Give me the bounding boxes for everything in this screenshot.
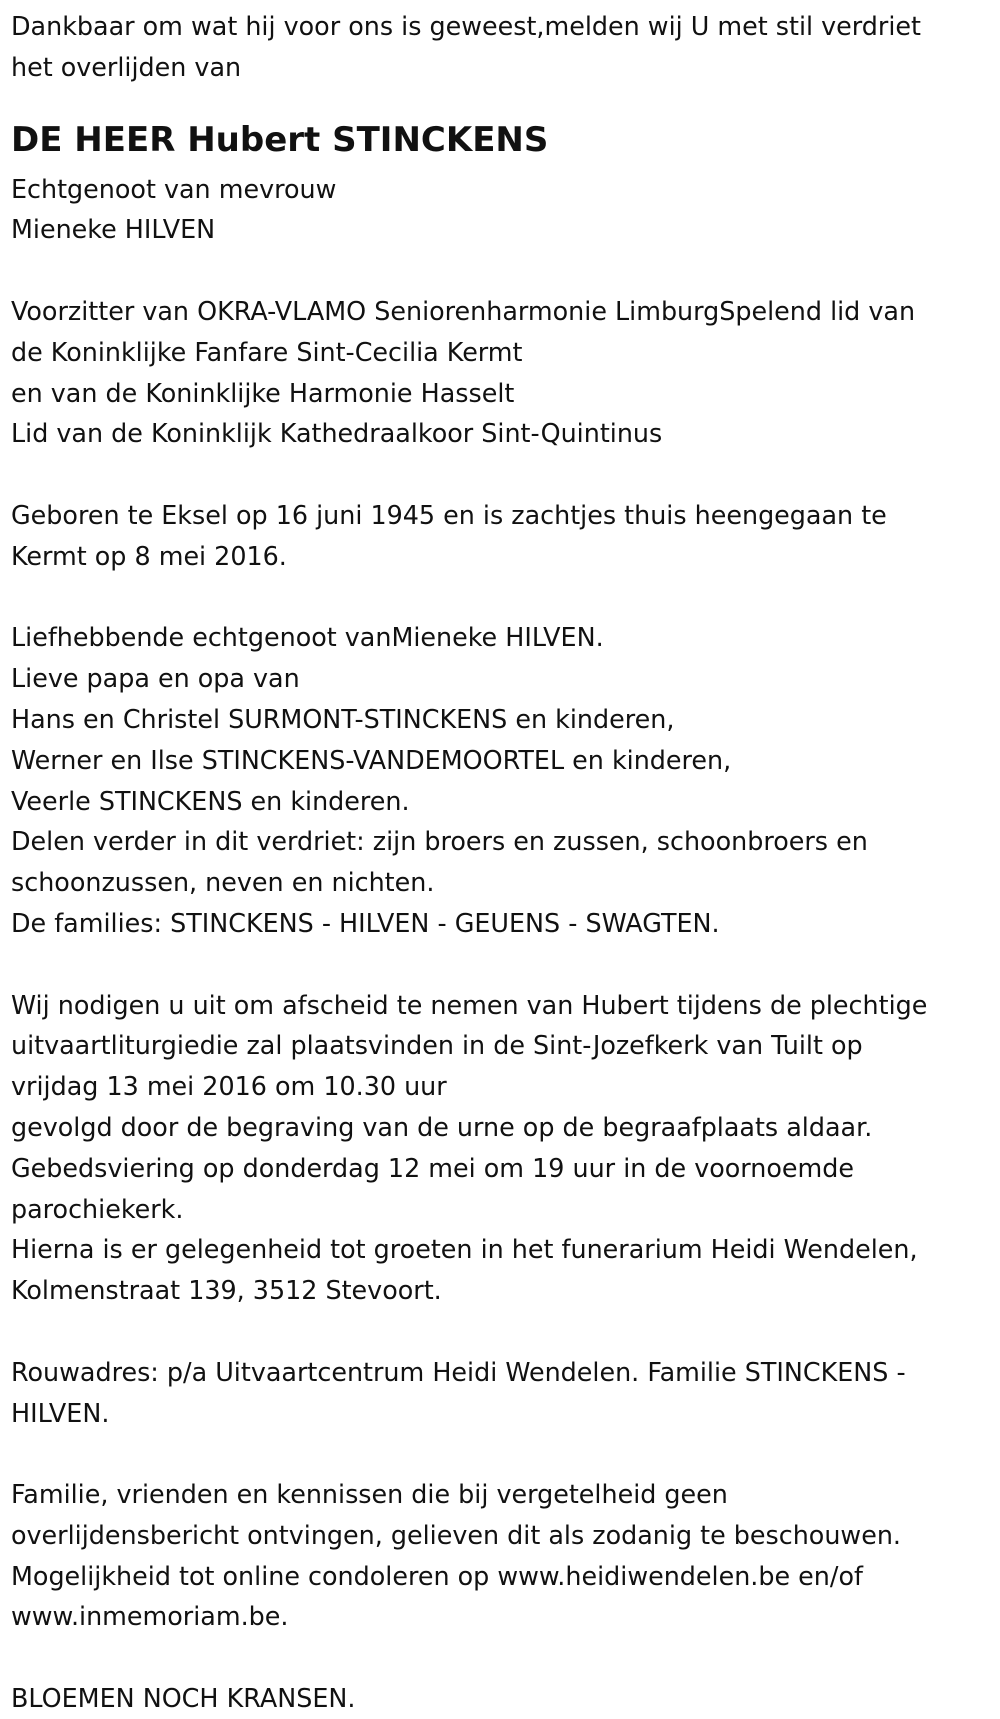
spouse-line: Echtgenoot van mevrouw: [11, 173, 337, 204]
birth-death-line: Kermt op 8 mei 2016.: [11, 540, 287, 571]
roles-section: [11, 291, 989, 454]
spouse-section: [11, 169, 989, 251]
ceremony-line: uitvaartliturgiedie zal plaatsvinden in de Sint-Jozefkerk van Tuilt op: [11, 1030, 863, 1061]
spacer: [11, 1637, 989, 1678]
family-line: Lieve papa en opa van: [11, 663, 300, 694]
family-line: schoonzussen, neven en nichten.: [11, 867, 435, 898]
spacer: [11, 577, 989, 618]
intro-section: [11, 6, 989, 88]
deceased-name: DE HEER Hubert STINCKENS: [11, 119, 549, 160]
family-line: Delen verder in dit verdriet: zijn broers en zussen, schoonbroers en: [11, 826, 868, 857]
spacer: [11, 1433, 989, 1474]
spacer: [11, 454, 989, 495]
address-line: HILVEN.: [11, 1397, 110, 1428]
spacer: [11, 250, 989, 291]
family-line: Hans en Christel SURMONT-STINCKENS en kinderen,: [11, 703, 675, 734]
flowers-note: BLOEMEN NOCH KRANSEN.: [11, 1683, 356, 1714]
ceremony-line: Hierna is er gelegenheid tot groeten in het funerarium Heidi Wendelen,: [11, 1234, 918, 1265]
address-section: [11, 1352, 989, 1434]
closing-line: Familie, vrienden en kennissen die bij vergetelheid geen: [11, 1479, 728, 1510]
spouse-line: Mieneke HILVEN: [11, 214, 216, 245]
closing-line: www.inmemoriam.be.: [11, 1601, 289, 1632]
ceremony-line: Wij nodigen u uit om afscheid te nemen van Hubert tijdens de plechtige: [11, 989, 928, 1020]
ceremony-line: vrijdag 13 mei 2016 om 10.30 uur: [11, 1071, 447, 1102]
intro-line: Dankbaar om wat hij voor ons is geweest,melden wij U met stil verdriet: [11, 11, 921, 41]
family-line: De families: STINCKENS - HILVEN - GEUENS - SWAGTEN.: [11, 907, 720, 938]
closing-line: Mogelijkheid tot online condoleren op www.heidiwendelen.be en/of: [11, 1560, 863, 1591]
role-line: en van de Koninklijke Harmonie Hasselt: [11, 377, 515, 408]
ceremony-line: parochiekerk.: [11, 1193, 184, 1224]
intro-line: het overlijden van: [11, 51, 242, 82]
spacer: [11, 944, 989, 985]
role-line: de Koninklijke Fanfare Sint-Cecilia Kermt: [11, 336, 523, 367]
closing-section: [11, 1474, 989, 1637]
family-line: Werner en Ilse STINCKENS-VANDEMOORTEL en kinderen,: [11, 744, 732, 775]
ceremony-section: [11, 985, 989, 1311]
birth-death-line: Geboren te Eksel op 16 juni 1945 en is zachtjes thuis heengegaan te: [11, 499, 887, 530]
spacer: [11, 1311, 989, 1352]
ceremony-line: gevolgd door de begraving van de urne op de begraafplaats aldaar.: [11, 1111, 873, 1142]
ceremony-line: Gebedsviering op donderdag 12 mei om 19 uur in de voornoemde: [11, 1152, 855, 1183]
role-line: Voorzitter van OKRA-VLAMO Seniorenharmonie LimburgSpelend lid van: [11, 295, 916, 326]
role-line: Lid van de Koninklijk Kathedraalkoor Sint-Quintinus: [11, 418, 663, 449]
ceremony-line: Kolmenstraat 139, 3512 Stevoort.: [11, 1275, 442, 1306]
closing-line: overlijdensbericht ontvingen, gelieven dit als zodanig te beschouwen.: [11, 1519, 901, 1550]
family-section: [11, 617, 989, 943]
birth-death-section: [11, 495, 989, 577]
family-line: Veerle STINCKENS en kinderen.: [11, 785, 410, 816]
address-line: Rouwadres: p/a Uitvaartcentrum Heidi Wendelen. Familie STINCKENS -: [11, 1356, 906, 1387]
family-line: Liefhebbende echtgenoot vanMieneke HILVEN.: [11, 622, 604, 653]
